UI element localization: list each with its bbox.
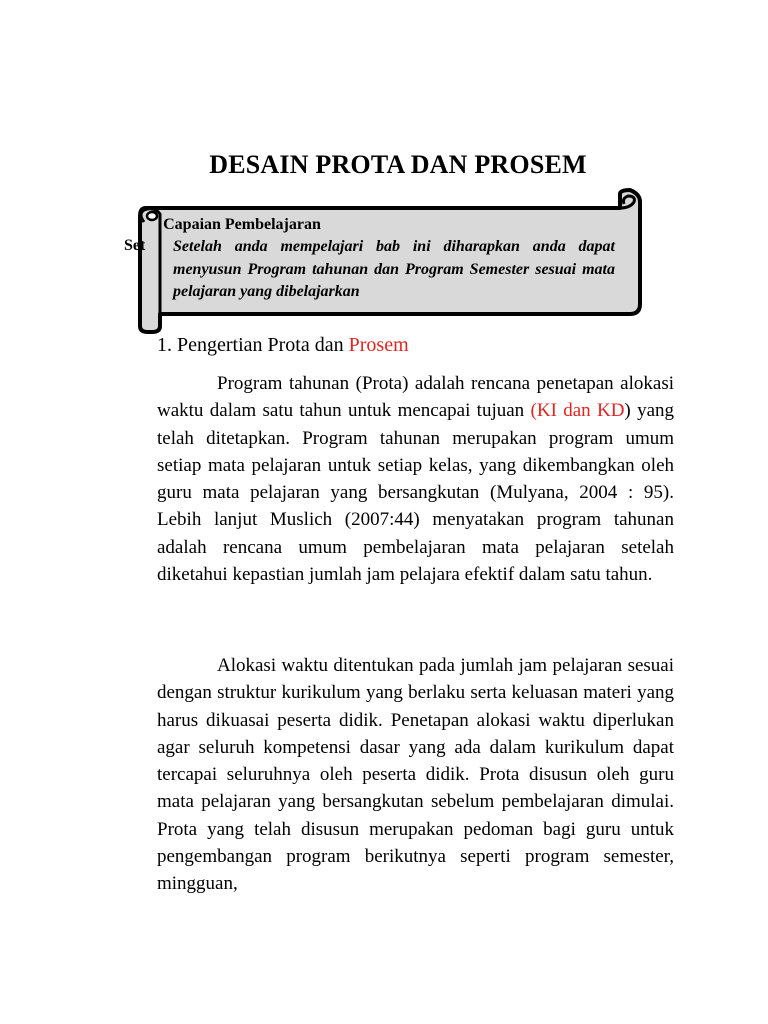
section-heading-prefix: 1. Pengertian Prota dan (157, 334, 344, 356)
paragraph1-highlight: (KI dan KD (530, 400, 625, 422)
capaian-title: Capaian Pembelajaran (163, 216, 321, 233)
section-heading-highlight: Prosem (348, 334, 409, 356)
paragraph2-text: Alokasi waktu ditentukan pada jumlah jam pelajaran sesuai dengan struktur kurikulum yang berlaku serta keluasan materi yang harus dikuasai peserta didik. Penetapan alokasi waktu diperlukan agar seluruh kompetensi dasar yang ada dalam kurikulum dapat tercapai seluruhnya oleh peserta didik. Prota disusun oleh guru mata pelajaran yang bersangkutan sebelum pembelajaran dimulai. Prota yang telah disusun merupakan pedoman bagi guru untuk pengembangan program berikutnya seperti program semester, mingguan, (157, 655, 674, 895)
paragraph-prota (157, 370, 674, 588)
capaian-side-label: Set (124, 237, 146, 254)
page-title: DESAIN PROTA DAN PROSEM (209, 150, 587, 179)
paragraph-alokasi (157, 652, 674, 898)
section-heading (157, 334, 409, 357)
paragraph1-part2: ) yang telah ditetapkan. Program tahunan merupakan program umum setiap mata pelajaran untuk setiap kelas, yang dikembangkan oleh guru mata pelajaran yang bersangkutan (Mulyana, 2004 : 95). Lebih lanjut Muslich (2007:44) menyatakan program tahunan adalah rencana umum pembelajaran mata pelajaran setelah diketahui kepastian jumlah jam pelajara efektif dalam satu tahun. (157, 400, 675, 586)
paragraph1-part1: Program tahunan (Prota) adalah rencana penetapan alokasi waktu dalam satu tahun untuk mencapai tujuan (157, 373, 674, 422)
capaian-text: Setelah anda mempelajari bab ini diharapkan anda dapat menyusun Program tahunan dan Program Semester sesuai mata pelajaran yang dibelajarkan (173, 238, 615, 300)
